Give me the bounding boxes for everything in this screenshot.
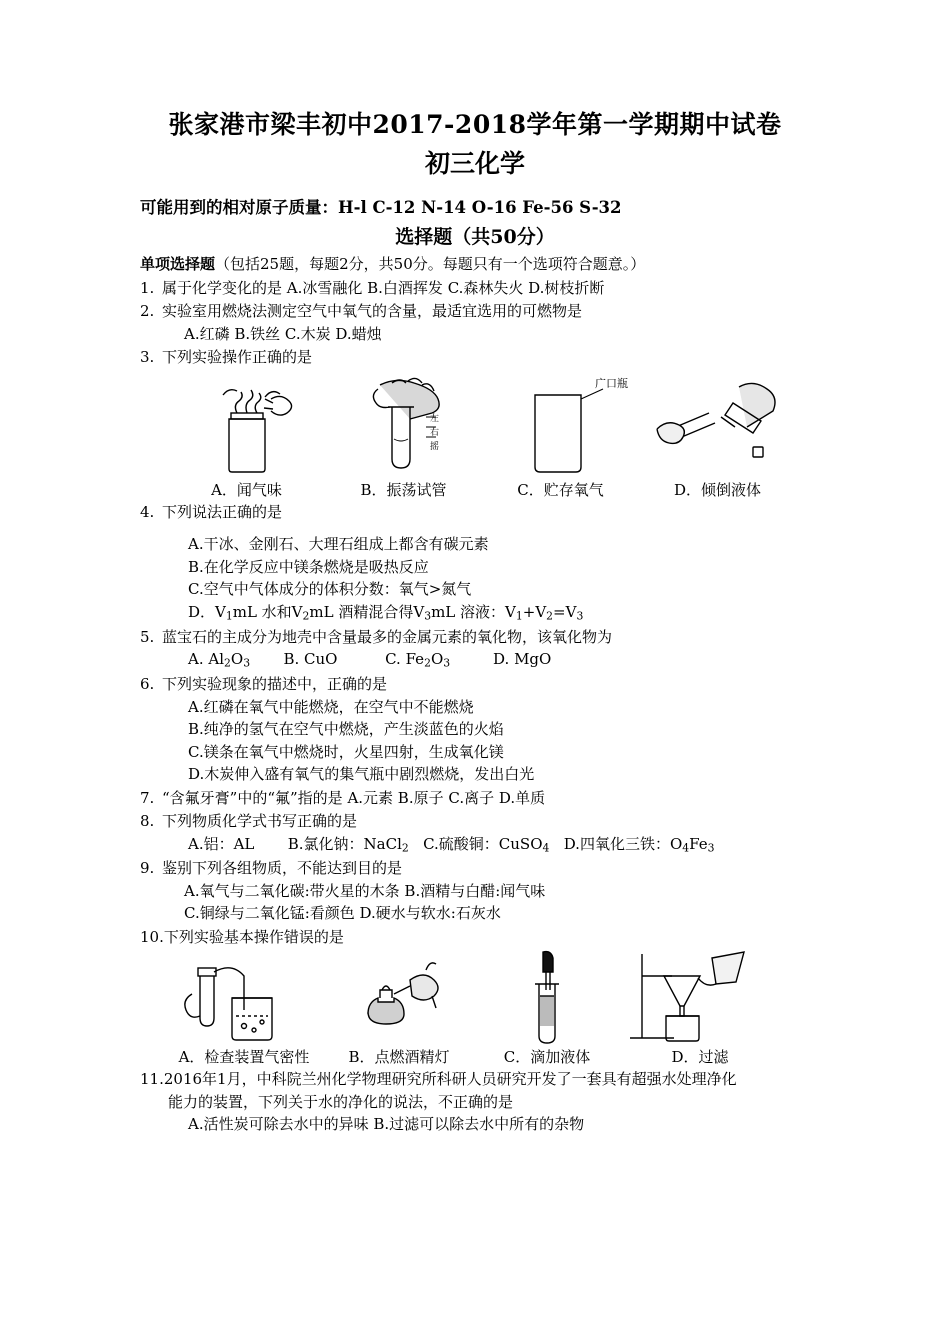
question-stem: 下列实验现象的描述中，正确的是	[162, 675, 388, 694]
question-number: 10.	[140, 927, 164, 946]
question-1	[140, 277, 810, 300]
question-number: 2.	[140, 302, 155, 321]
figure-option-a	[168, 373, 325, 500]
airtightness-check-icon	[164, 950, 324, 1044]
question-number: 7.	[140, 788, 155, 807]
pour-liquid-icon	[643, 373, 793, 477]
page-title: 张家港市梁丰初中2017-2018学年第一学期期中试卷	[168, 110, 782, 139]
question-4-option-a: A.干冰、金刚石、大理石组成上都含有碳元素	[188, 535, 489, 554]
question-10-figures	[140, 950, 810, 1067]
instructions-detail: （包括25题，每题2分，共50分。每题只有一个选项符合题意。）	[215, 255, 646, 274]
svg-text:广口瓶: 广口瓶	[594, 376, 628, 390]
figure-caption: A．检查装置气密性	[178, 1048, 310, 1067]
add-liquid-dropper-icon	[487, 950, 607, 1044]
question-stem: 下列实验基本操作错误的是	[163, 927, 344, 946]
svg-text:右: 右	[429, 427, 439, 438]
figure-caption: B．振荡试管	[360, 480, 447, 499]
question-2	[140, 300, 810, 323]
figure-option-c	[482, 373, 639, 500]
question-10	[140, 926, 810, 949]
question-11-stem-continued: 能力的装置，下列关于水的净化的说法，不正确的是	[168, 1092, 514, 1111]
instructions-label: 单项选择题	[140, 255, 216, 274]
question-9-options-row2: C.铜绿与二氧化锰:看颜色 D.硬水与软水:石灰水	[184, 904, 501, 923]
figure-caption: C．贮存氧气	[517, 480, 604, 499]
question-number: 9.	[140, 859, 155, 878]
shake-test-tube-icon	[334, 373, 474, 477]
question-number: 4.	[140, 502, 155, 521]
section-title: 选择题（共50分）	[395, 226, 555, 249]
question-number: 1.	[140, 278, 155, 297]
question-4-option-d: D．$V_1mL$ 水和$V_2mL$ 酒精混合得$V_3mL$ 溶液：$V_1+V_2=V_3$	[188, 602, 584, 623]
question-2-options: A.红磷 B.铁丝 C.木炭 D.蜡烛	[184, 324, 382, 343]
question-8-options: A.铝：AL B.氯化钠：NaCl$_2$ C.硫酸铜：CuSO$_4$ D.四氧化三铁：$O_4Fe_3$	[188, 834, 715, 855]
question-9-options-row1: A.氧气与二氧化碳:带火星的木条 B.酒精与白醋:闻气味	[184, 881, 546, 900]
question-number: 3.	[140, 348, 155, 367]
question-11	[140, 1068, 810, 1091]
question-6-option-b: B.纯净的氢气在空气中燃烧，产生淡蓝色的火焰	[188, 720, 504, 739]
question-7	[140, 787, 810, 810]
figure-option-b	[324, 950, 474, 1067]
question-stem: 下列实验操作正确的是	[162, 348, 313, 367]
question-11-options: A.活性炭可除去水中的异味 B.过滤可以除去水中所有的杂物	[188, 1115, 585, 1134]
figure-caption: D．过滤	[671, 1048, 729, 1067]
question-4-option-b: B.在化学反应中镁条燃烧是吸热反应	[188, 557, 429, 576]
atomic-mass-note: 可能用到的相对原子质量：H-l C-12 N-14 O-16 Fe-56 S-32	[140, 198, 622, 218]
question-6	[140, 673, 810, 696]
filtration-icon	[620, 950, 780, 1044]
question-3	[140, 346, 810, 369]
question-5	[140, 626, 810, 649]
question-stem: 鉴别下列各组物质，不能达到目的是	[162, 859, 403, 878]
question-5-options: A. $Al_2O_3$ B. CuO C. $Fe_2O_3$ D. MgO	[188, 650, 552, 670]
figure-option-d	[620, 950, 780, 1067]
question-6-option-d: D.木炭伸入盛有氧气的集气瓶中剧烈燃烧，发出白光	[188, 765, 535, 784]
page-subtitle: 初三化学	[424, 148, 525, 178]
question-stem: 蓝宝石的主成分为地壳中含量最多的金属元素的氧化物，该氧化物为	[162, 627, 613, 646]
question-stem: 实验室用燃烧法测定空气中氧气的含量，最适宜选用的可燃物是	[162, 302, 583, 321]
section-instructions	[140, 254, 810, 276]
question-number: 11.	[140, 1070, 164, 1089]
question-stem: “含氟牙膏”中的“氟”指的是 A.元素 B.原子 C.离子 D.单质	[162, 788, 546, 807]
figure-caption: C．滴加液体	[503, 1048, 591, 1067]
figure-option-c	[474, 950, 620, 1067]
store-oxygen-bottle-icon	[491, 373, 631, 477]
question-4	[140, 501, 810, 524]
question-6-option-a: A.红磷在氧气中能燃烧，在空气中不能燃烧	[188, 697, 474, 716]
figure-option-d	[639, 373, 796, 500]
figure-caption: B．点燃酒精灯	[348, 1048, 450, 1067]
question-number: 5.	[140, 627, 155, 646]
light-alcohol-lamp-icon	[324, 950, 474, 1044]
svg-text:左: 左	[429, 413, 439, 424]
question-number: 8.	[140, 812, 155, 831]
figure-caption: D．倾倒液体	[673, 480, 762, 499]
question-6-option-c: C.镁条在氧气中燃烧时，火星四射，生成氧化镁	[188, 742, 504, 761]
question-number: 6.	[140, 675, 155, 694]
question-3-figures	[140, 373, 810, 500]
question-8	[140, 810, 810, 833]
figure-option-b	[325, 373, 482, 500]
question-stem: 2016年1月，中科院兰州化学物理研究所科研人员研究开发了一套具有超强水处理净化	[163, 1070, 737, 1089]
smell-gas-icon	[187, 373, 307, 477]
svg-text:摇: 摇	[429, 441, 439, 452]
figure-caption: A．闻气味	[211, 480, 282, 499]
question-4-option-c: C.空气中气体成分的体积分数：氧气>氮气	[188, 580, 472, 599]
question-stem: 属于化学变化的是 A.冰雪融化 B.白酒挥发 C.森林失火 D.树枝折断	[162, 278, 605, 297]
question-stem: 下列说法正确的是	[162, 502, 283, 521]
figure-option-a	[164, 950, 324, 1067]
question-stem: 下列物质化学式书写正确的是	[162, 812, 358, 831]
question-9	[140, 857, 810, 880]
